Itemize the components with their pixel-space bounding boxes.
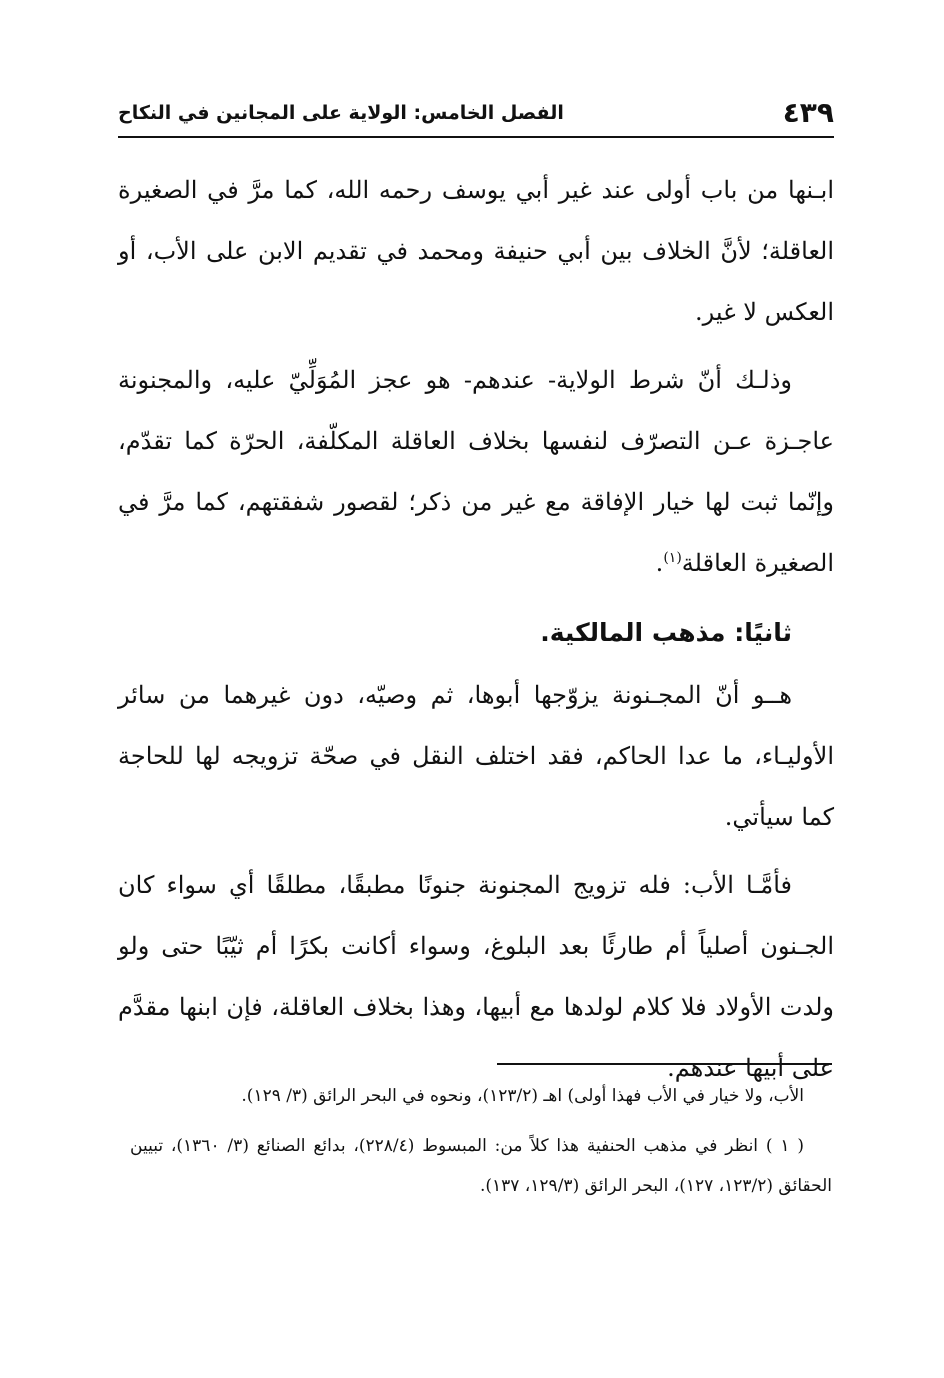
footnote-1: ( ١ ) انظر في مذهب الحنفية هذا كلاً من: المبسوط (٢٢٨/٤)، بدائع الصنائع (٣/ ١٣٦٠)، تبيين الحقائق (١٢٣/٢، ١٢٧)، البحر الرائق (١٢٩/٣، ١٣٧).	[130, 1136, 832, 1196]
paragraph-hanafi-reason	[118, 350, 834, 594]
footnote-continued: الأب، ولا خيار في الأب فهذا أولى) اهـ (١٢٣/٢)، ونحوه في البحر الرائق (٣/ ١٢٩).	[241, 1086, 804, 1106]
paragraph-end: .	[655, 549, 664, 577]
paragraph-father: فأمَّـا الأب: فله تزويج المجنونة جنونًا مطبقًا، مطلقًا أي سواء كان الجـنون أصلياً أم طارئًا بعد البلوغ، وسواء أكانت بكرًا أم ثيّبًا حتى ولو ولدت الأولاد فلا كلام لولدها مع أبيها، وهذا بخلاف العاقلة، فإن ابنها مقدَّم على أبيها عندهم.	[118, 871, 834, 1082]
footnotes	[130, 1076, 832, 1216]
header-rule	[118, 136, 834, 138]
paragraph-maliki-guardians: هــو أنّ المجـنونة يزوّجها أبوها، ثم وصيّه، دون غيرهما من سائر الأوليـاء، ما عدا الحاكم، فقد اختلف النقل في صحّة تزويجه لها للحاجة كما سيأتي.	[118, 681, 834, 831]
page-number: ٤٣٩	[782, 96, 834, 129]
paragraph-text: وذلـك أنّ شرط الولاية- عندهم- هو عجز المُوَلِّيّ عليه، والمجنونة عاجـزة عـن التصرّف لنفسها بخلاف العاقلة المكلّفة، الحرّة كما تقدّم، وإنّما ثبت لها خيار الإفاقة مع غير من ذكر؛ لقصور شفقتهم، كما مرَّ في الصغيرة العاقلة	[118, 366, 834, 577]
running-title: الفصل الخامس: الولاية على المجانين في النكاح	[118, 102, 564, 124]
page-header	[118, 92, 834, 138]
main-text	[118, 160, 834, 1106]
footnote-reference: (١)	[663, 550, 682, 566]
section-heading-maliki: ثانيًا: مذهب المالكية.	[540, 618, 792, 647]
footnote-separator	[497, 1063, 832, 1065]
paragraph-continued: ابـنها من باب أولى عند غير أبي يوسف رحمه الله، كما مرَّ في الصغيرة العاقلة؛ لأنَّ الخلاف بين أبي حنيفة ومحمد في تقديم الابن على الأب، أو العكس لا غير.	[118, 176, 835, 326]
